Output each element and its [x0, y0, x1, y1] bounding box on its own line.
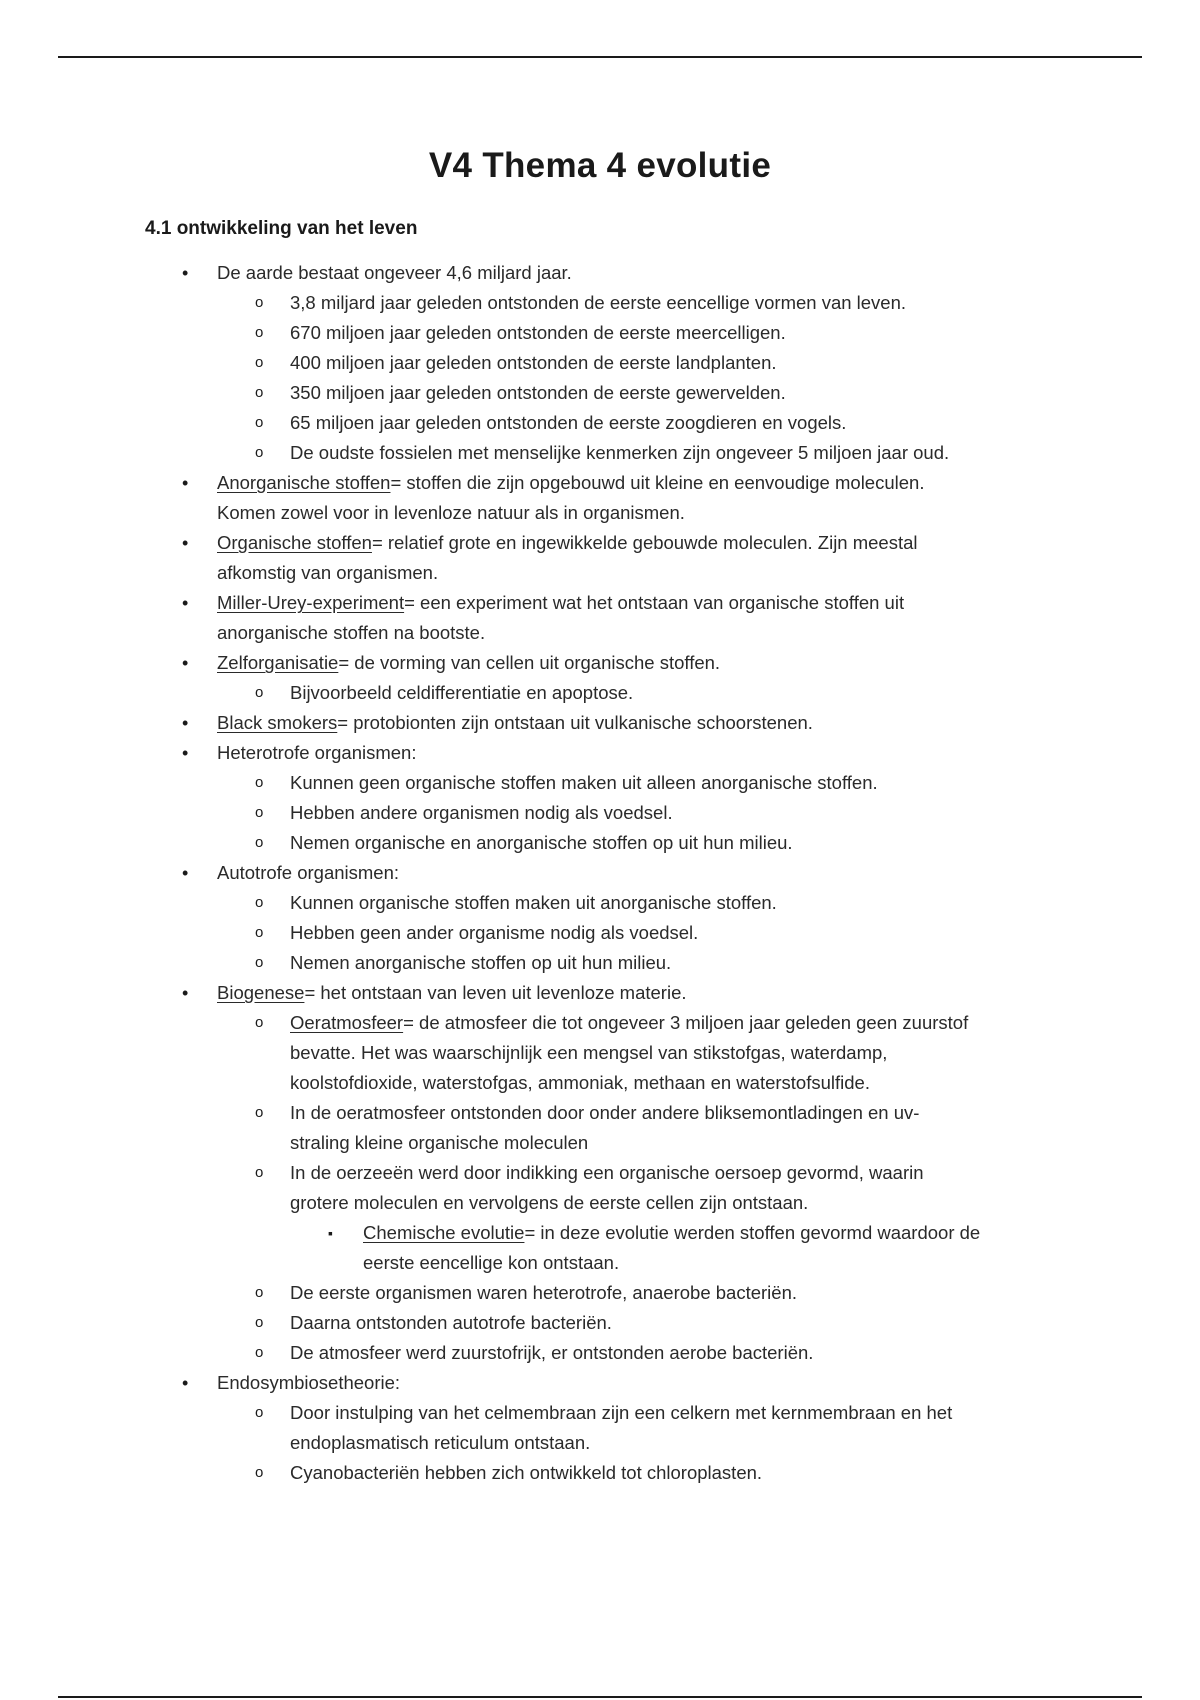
square-bullet-icon: ▪	[328, 1225, 333, 1241]
circle-bullet-icon: o	[255, 1164, 264, 1181]
header-rule	[58, 56, 1142, 58]
bullet-icon: •	[182, 863, 189, 883]
list-line	[0, 378, 1200, 408]
line-text: grotere moleculen en vervolgens de eerste cellen zijn ontstaan.	[290, 1192, 809, 1213]
list-line	[0, 1398, 1200, 1428]
circle-bullet-icon: o	[255, 804, 264, 821]
term: Oeratmosfeer	[290, 1012, 404, 1033]
line-text: Autotrofe organismen:	[217, 862, 400, 883]
line-text: = het ontstaan van leven uit levenloze materie.	[304, 982, 687, 1003]
circle-bullet-icon: o	[255, 354, 264, 371]
circle-bullet-icon: o	[255, 1344, 264, 1361]
line-text: Heterotrofe organismen:	[217, 742, 417, 763]
term: Organische stoffen	[217, 532, 372, 553]
bullet-icon: •	[182, 743, 189, 763]
list-line	[0, 1008, 1200, 1038]
circle-bullet-icon: o	[255, 1404, 264, 1421]
list-line	[0, 678, 1200, 708]
list-line	[0, 1428, 1200, 1458]
bullet-icon: •	[182, 653, 189, 673]
line-text: De aarde bestaat ongeveer 4,6 miljard jaar.	[217, 262, 572, 283]
circle-bullet-icon: o	[255, 1284, 264, 1301]
bullet-icon: •	[182, 263, 189, 283]
bullet-icon: •	[182, 593, 189, 613]
list-line	[0, 438, 1200, 468]
list-line	[0, 498, 1200, 528]
circle-bullet-icon: o	[255, 834, 264, 851]
circle-bullet-icon: o	[255, 954, 264, 971]
line-text: = een experiment wat het ontstaan van organische stoffen uit	[404, 592, 905, 613]
line-text: = de vorming van cellen uit organische stoffen.	[338, 652, 721, 673]
list-line	[0, 348, 1200, 378]
list-line	[0, 318, 1200, 348]
line-text: bevatte. Het was waarschijnlijk een mengsel van stikstofgas, waterdamp,	[290, 1042, 888, 1063]
line-text: = de atmosfeer die tot ongeveer 3 miljoen jaar geleden geen zuurstof	[403, 1012, 969, 1033]
line-text: afkomstig van organismen.	[217, 562, 439, 583]
circle-bullet-icon: o	[255, 414, 264, 431]
line-text: koolstofdioxide, waterstofgas, ammoniak, methaan en waterstofsulfide.	[290, 1072, 870, 1093]
line-text: In de oerzeeën werd door indikking een organische oersoep gevormd, waarin	[290, 1162, 924, 1183]
line-text: De oudste fossielen met menselijke kenmerken zijn ongeveer 5 miljoen jaar oud.	[290, 442, 950, 463]
circle-bullet-icon: o	[255, 684, 264, 701]
list-line	[0, 888, 1200, 918]
line-text: eerste eencellige kon ontstaan.	[363, 1252, 620, 1273]
line-text: Kunnen organische stoffen maken uit anorganische stoffen.	[290, 892, 777, 913]
term: Biogenese	[217, 982, 305, 1003]
bullet-icon: •	[182, 473, 189, 493]
line-text: anorganische stoffen na bootste.	[217, 622, 486, 643]
list-line	[0, 258, 1200, 288]
list-line	[0, 1248, 1200, 1278]
list-line	[0, 588, 1200, 618]
document-title: V4 Thema 4 evolutie	[428, 146, 772, 185]
line-text: De atmosfeer werd zuurstofrijk, er ontstonden aerobe bacteriën.	[290, 1342, 814, 1363]
line-text: De eerste organismen waren heterotrofe, anaerobe bacteriën.	[290, 1282, 797, 1303]
list-line	[0, 1368, 1200, 1398]
term: Miller-Urey-experiment	[217, 592, 405, 613]
list-line	[0, 1278, 1200, 1308]
list-line	[0, 288, 1200, 318]
line-text: Hebben geen ander organisme nodig als voedsel.	[290, 922, 699, 943]
list-line	[0, 618, 1200, 648]
line-text: = stoffen die zijn opgebouwd uit kleine en eenvoudige moleculen.	[390, 472, 925, 493]
term: Black smokers	[217, 712, 338, 733]
line-text: Door instulping van het celmembraan zijn een celkern met kernmembraan en het	[290, 1402, 953, 1423]
list-line	[0, 858, 1200, 888]
line-text: = relatief grote en ingewikkelde gebouwde moleculen. Zijn meestal	[371, 532, 918, 553]
circle-bullet-icon: o	[255, 294, 264, 311]
line-text: In de oeratmosfeer ontstonden door onder andere bliksemontladingen en uv-	[290, 1102, 920, 1123]
list-line	[0, 1038, 1200, 1068]
list-line	[0, 708, 1200, 738]
line-text: = in deze evolutie werden stoffen gevormd waardoor de	[524, 1222, 981, 1243]
list-line	[0, 1128, 1200, 1158]
line-text: Hebben andere organismen nodig als voedsel.	[290, 802, 673, 823]
list-line	[0, 528, 1200, 558]
line-text: Komen zowel voor in levenloze natuur als in organismen.	[217, 502, 685, 523]
list-line	[0, 798, 1200, 828]
list-line	[0, 828, 1200, 858]
circle-bullet-icon: o	[255, 1104, 264, 1121]
list-line	[0, 408, 1200, 438]
line-text: Nemen anorganische stoffen op uit hun milieu.	[290, 952, 672, 973]
line-text: Nemen organische en anorganische stoffen op uit hun milieu.	[290, 832, 793, 853]
circle-bullet-icon: o	[255, 1314, 264, 1331]
circle-bullet-icon: o	[255, 384, 264, 401]
list-line	[0, 1458, 1200, 1488]
list-line	[0, 1188, 1200, 1218]
list-line	[0, 1218, 1200, 1248]
circle-bullet-icon: o	[255, 1014, 264, 1031]
bullet-icon: •	[182, 533, 189, 553]
line-text: straling kleine organische moleculen	[290, 1132, 589, 1153]
line-text: 65 miljoen jaar geleden ontstonden de eerste zoogdieren en vogels.	[290, 412, 847, 433]
circle-bullet-icon: o	[255, 324, 264, 341]
line-text: Kunnen geen organische stoffen maken uit alleen anorganische stoffen.	[290, 772, 878, 793]
section-heading: 4.1 ontwikkeling van het leven	[145, 218, 418, 239]
bullet-icon: •	[182, 713, 189, 733]
term: Zelforganisatie	[217, 652, 339, 673]
list-line	[0, 738, 1200, 768]
circle-bullet-icon: o	[255, 1464, 264, 1481]
circle-bullet-icon: o	[255, 894, 264, 911]
list-line	[0, 1068, 1200, 1098]
list-line	[0, 948, 1200, 978]
term: Chemische evolutie	[363, 1222, 525, 1243]
list-line	[0, 978, 1200, 1008]
line-text: 350 miljoen jaar geleden ontstonden de eerste gewervelden.	[290, 382, 786, 403]
list-line	[0, 468, 1200, 498]
line-text: 400 miljoen jaar geleden ontstonden de eerste landplanten.	[290, 352, 777, 373]
circle-bullet-icon: o	[255, 444, 264, 461]
notes-list	[0, 258, 1200, 1488]
term: Anorganische stoffen	[217, 472, 391, 493]
circle-bullet-icon: o	[255, 924, 264, 941]
list-line	[0, 918, 1200, 948]
circle-bullet-icon: o	[255, 774, 264, 791]
line-text: 670 miljoen jaar geleden ontstonden de eerste meercelligen.	[290, 322, 786, 343]
line-text: endoplasmatisch reticulum ontstaan.	[290, 1432, 591, 1453]
bullet-icon: •	[182, 983, 189, 1003]
line-text: Cyanobacteriën hebben zich ontwikkeld tot chloroplasten.	[290, 1462, 763, 1483]
list-line	[0, 1158, 1200, 1188]
line-text: = protobionten zijn ontstaan uit vulkanische schoorstenen.	[337, 712, 813, 733]
list-line	[0, 1308, 1200, 1338]
line-text: Daarna ontstonden autotrofe bacteriën.	[290, 1312, 612, 1333]
footer-rule	[58, 1696, 1142, 1698]
list-line	[0, 768, 1200, 798]
list-line	[0, 1338, 1200, 1368]
list-line	[0, 1098, 1200, 1128]
line-text: Bijvoorbeeld celdifferentiatie en apoptose.	[290, 682, 634, 703]
list-line	[0, 648, 1200, 678]
line-text: Endosymbiosetheorie:	[217, 1372, 401, 1393]
list-line	[0, 558, 1200, 588]
bullet-icon: •	[182, 1373, 189, 1393]
line-text: 3,8 miljard jaar geleden ontstonden de eerste eencellige vormen van leven.	[290, 292, 907, 313]
